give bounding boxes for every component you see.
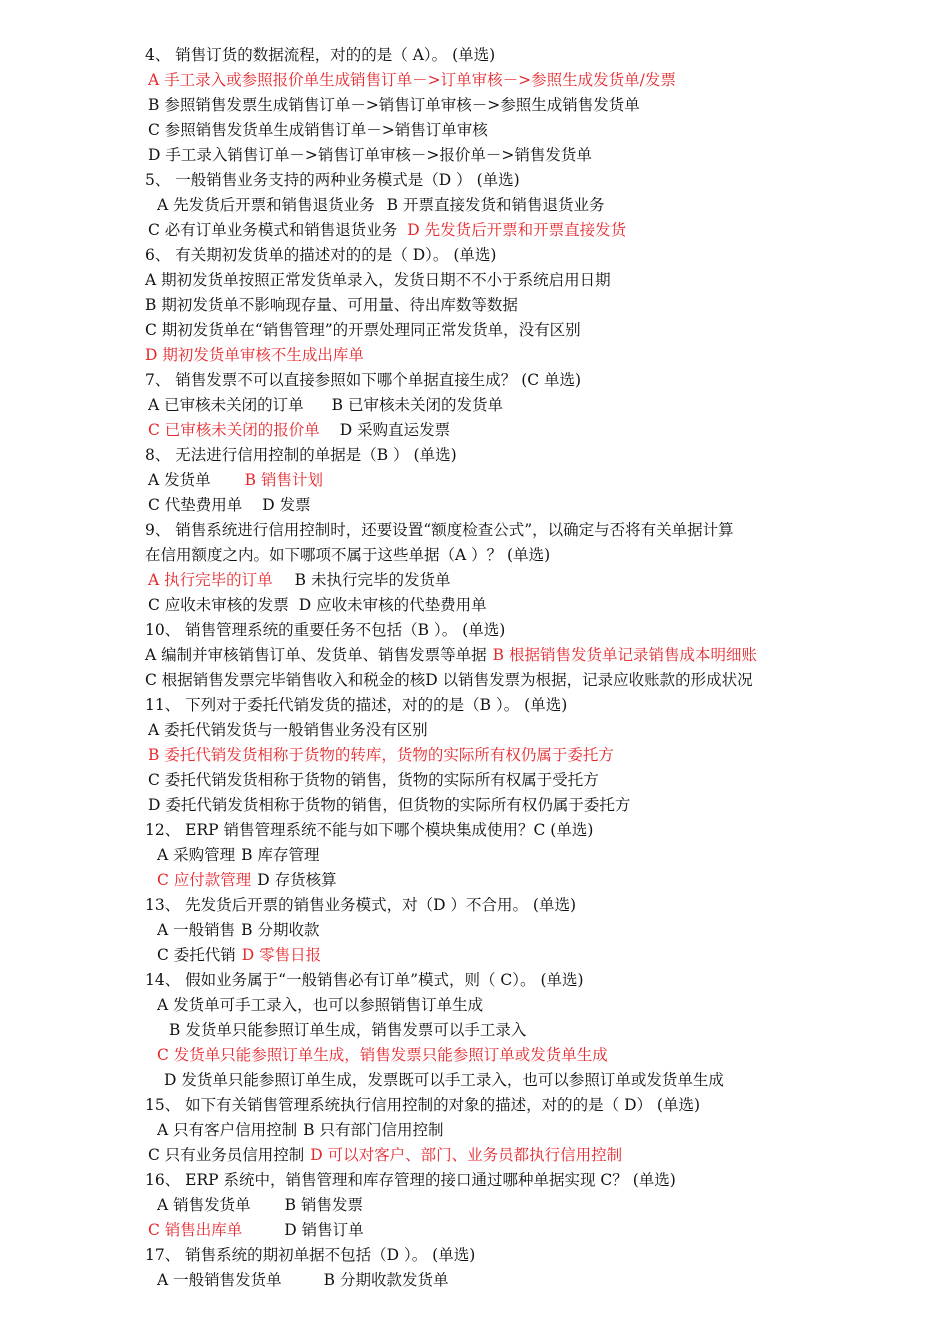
option: C 应收未审核的发票	[148, 596, 289, 614]
question-6: 6、 有关期初发货单的描述对的的是（ D）。 (单选)	[145, 246, 497, 264]
question-16: 16、 ERP 系统中，销售管理和库存管理的接口通过哪种单据实现 C？ (单选)	[145, 1171, 676, 1189]
question-9-cont: 在信用额度之内。如下哪项不属于这些单据（A ）？ (单选)	[145, 546, 551, 564]
option-row	[157, 195, 604, 215]
question-14: 14、 假如业务属于“一般销售必有订单”模式，则（ C）。 (单选)	[145, 971, 584, 989]
question-13: 13、 先发货后开票的销售业务模式，对（D ）不合用。 (单选)	[145, 896, 577, 914]
option: D 销售订单	[284, 1221, 364, 1239]
option: C 委托代销	[157, 946, 236, 964]
question-8: 8、 无法进行信用控制的单据是（B ） (单选)	[145, 446, 457, 464]
option-row	[157, 945, 321, 965]
question-15: 15、 如下有关销售管理系统执行信用控制的对象的描述，对的的是（ D） (单选)	[145, 1096, 701, 1114]
option-row	[148, 470, 323, 490]
option: A 期初发货单按照正常发货单录入，发货日期不不小于系统启用日期	[145, 271, 611, 289]
option-row	[157, 920, 319, 940]
answer-option: A 手工录入或参照报价单生成销售订单－>订单审核－>参照生成发货单/发票	[148, 71, 676, 89]
option-row	[157, 870, 337, 890]
option: A 已审核未关闭的订单	[148, 396, 304, 414]
answer-option: A 执行完毕的订单	[148, 571, 273, 589]
option-row	[157, 1195, 363, 1215]
option-row	[148, 1220, 364, 1240]
option: B 开票直接发货和销售退货业务	[386, 196, 605, 214]
answer-option: C 发货单只能参照订单生成，销售发票只能参照订单或发货单生成	[157, 1046, 608, 1064]
option-row	[145, 645, 757, 665]
option: C 只有业务员信用控制	[148, 1146, 305, 1164]
option: B 分期收款发货单	[323, 1271, 449, 1289]
option-row	[148, 1145, 622, 1165]
question-17: 17、 销售系统的期初单据不包括（D ）。 (单选)	[145, 1246, 476, 1264]
option: A 一般销售	[157, 921, 236, 939]
option-row	[157, 845, 319, 865]
option: B 发货单只能参照订单生成，销售发票可以手工录入	[169, 1021, 527, 1039]
option: C 代垫费用单	[148, 496, 243, 514]
option: B 分期收款	[241, 921, 320, 939]
answer-option: B 销售计划	[244, 471, 323, 489]
option: B 期初发货单不影响现存量、可用量、待出库数等数据	[145, 296, 518, 314]
question-10: 10、 销售管理系统的重要任务不包括（B ）。 (单选)	[145, 621, 506, 639]
option-row	[157, 1120, 443, 1140]
option: B 未执行完毕的发货单	[294, 571, 451, 589]
option: B 已审核未关闭的发货单	[331, 396, 503, 414]
question-11: 11、 下列对于委托代销发货的描述，对的的是（B ）。 (单选)	[145, 696, 568, 714]
answer-option: D 零售日报	[241, 946, 322, 964]
answer-option: C 应付款管理	[157, 871, 252, 889]
option-row	[148, 420, 450, 440]
option-row	[148, 570, 450, 590]
question-5: 5、 一般销售业务支持的两种业务模式是（D ） (单选)	[145, 171, 520, 189]
answer-option: D 先发货后开票和开票直接发货	[407, 221, 627, 239]
option: A 发货单	[148, 471, 211, 489]
option: C 根据销售发票完毕销售收入和税金的核	[145, 671, 426, 689]
option-row	[145, 670, 753, 690]
option: D 发货单只能参照订单生成，发票既可以手工录入，也可以参照订单或发货单生成	[164, 1071, 724, 1089]
option-row	[148, 395, 503, 415]
option: C 必有订单业务模式和销售退货业务	[148, 221, 398, 239]
answer-option: D 可以对客户、部门、业务员都执行信用控制	[310, 1146, 623, 1164]
option: B 库存管理	[241, 846, 320, 864]
option: A 只有客户信用控制	[157, 1121, 298, 1139]
option-row	[148, 220, 626, 240]
option: C 期初发货单在“销售管理”的开票处理同正常发货单，没有区别	[145, 321, 581, 339]
option: D 存货核算	[257, 871, 337, 889]
question-4: 4、 销售订货的数据流程，对的的是（ A）。 (单选)	[145, 46, 496, 64]
option: B 销售发票	[284, 1196, 363, 1214]
option: D 手工录入销售订单－>销售订单审核－>报价单－>销售发货单	[148, 146, 592, 164]
option: A 先发货后开票和销售退货业务	[157, 196, 375, 214]
option-row	[148, 495, 311, 515]
option: A 销售发货单	[157, 1196, 251, 1214]
option: B 参照销售发票生成销售订单－>销售订单审核－>参照生成销售发货单	[148, 96, 640, 114]
option: A 采购管理	[157, 846, 236, 864]
answer-option: B 根据销售发货单记录销售成本明细账	[492, 646, 757, 664]
option: D 以销售发票为根据，记录应收账款的形成状况	[425, 671, 753, 689]
answer-option: B 委托代销发货相称于货物的转库，货物的实际所有权仍属于委托方	[148, 746, 614, 764]
answer-option: C 已审核未关闭的报价单	[148, 421, 320, 439]
option: A 发货单可手工录入，也可以参照销售订单生成	[157, 996, 484, 1014]
question-9: 9、 销售系统进行信用控制时，还要设置“额度检查公式”，以确定与否将有关单据计算	[145, 521, 734, 539]
option: A 委托代销发货与一般销售业务没有区别	[148, 721, 428, 739]
option-row	[157, 1270, 448, 1290]
option-row	[148, 595, 487, 615]
answer-option: C 销售出库单	[148, 1221, 243, 1239]
option: A 编制并审核销售订单、发货单、销售发票等单据	[145, 646, 487, 664]
option: D 采购直运发票	[339, 421, 451, 439]
option: B 只有部门信用控制	[303, 1121, 444, 1139]
question-7: 7、 销售发票不可以直接参照如下哪个单据直接生成？ (C 单选)	[145, 371, 582, 389]
option: D 应收未审核的代垫费用单	[298, 596, 487, 614]
option: C 委托代销发货相称于货物的销售，货物的实际所有权属于受托方	[148, 771, 599, 789]
question-12: 12、 ERP 销售管理系统不能与如下哪个模块集成使用？C (单选)	[145, 821, 594, 839]
answer-option: D 期初发货单审核不生成出库单	[145, 346, 364, 364]
option: C 参照销售发货单生成销售订单－>销售订单审核	[148, 121, 488, 139]
option: A 一般销售发货单	[157, 1271, 282, 1289]
option: D 发票	[262, 496, 311, 514]
option: D 委托代销发货相称于货物的销售，但货物的实际所有权仍属于委托方	[148, 796, 631, 814]
